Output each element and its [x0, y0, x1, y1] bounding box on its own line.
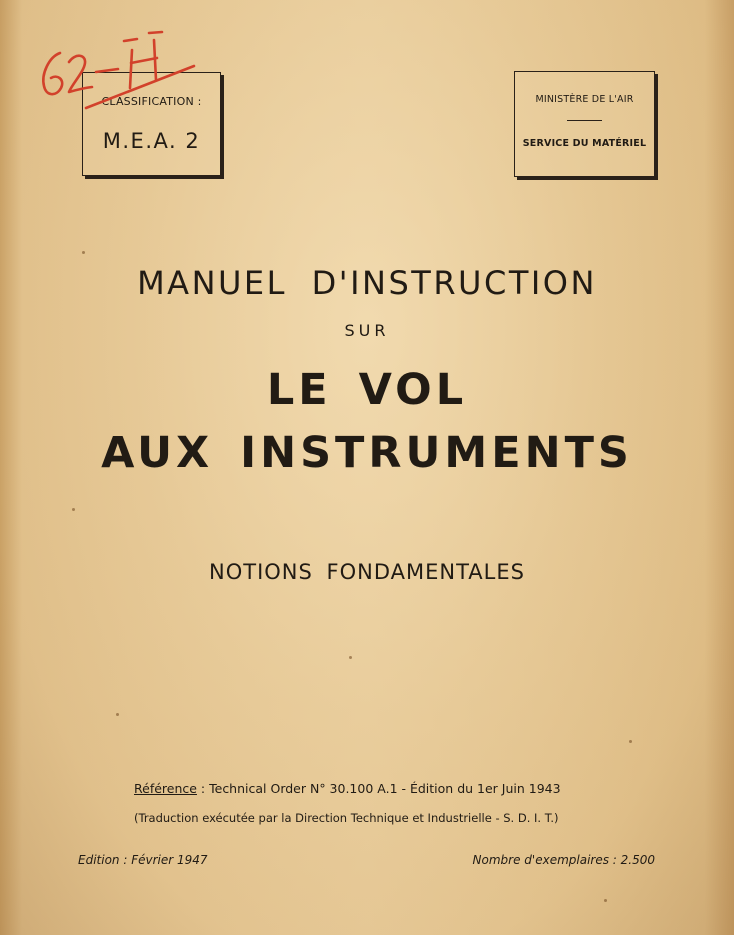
paper-speck: [82, 251, 85, 254]
ministry-name: MINISTÈRE DE L'AIR: [535, 94, 634, 105]
edition-date: Edition : Février 1947: [78, 853, 208, 867]
title-connector: SUR: [344, 321, 390, 340]
service-name: SERVICE DU MATÉRIEL: [522, 138, 647, 149]
ministry-box: [514, 71, 655, 177]
paper-speck: [629, 740, 632, 743]
classification-code: M.E.A. 2: [102, 129, 201, 153]
classification-label: CLASSIFICATION :: [101, 95, 202, 108]
main-title-line-1: LE VOL: [266, 365, 468, 415]
subtitle: NOTIONS FONDAMENTALES: [209, 560, 525, 584]
reference-label: Référence: [134, 781, 197, 796]
reference-text: : Technical Order N° 30.100 A.1 - Édition du 1er Juin 1943: [196, 781, 561, 796]
paper-speck: [72, 508, 75, 511]
paper-speck: [349, 656, 352, 659]
paper-speck: [116, 713, 119, 716]
main-title-line-2: AUX INSTRUMENTS: [101, 428, 633, 478]
handwritten-annotation-62-h: [36, 20, 206, 110]
title-line-manuel: MANUEL D'INSTRUCTION: [137, 264, 597, 302]
copies-count: Nombre d'exemplaires : 2.500: [472, 853, 655, 867]
reference-line: [134, 781, 561, 796]
divider: [567, 120, 602, 121]
translation-note: (Traduction exécutée par la Direction Technique et Industrielle - S. D. I. T.): [134, 811, 559, 825]
paper-speck: [604, 899, 607, 902]
